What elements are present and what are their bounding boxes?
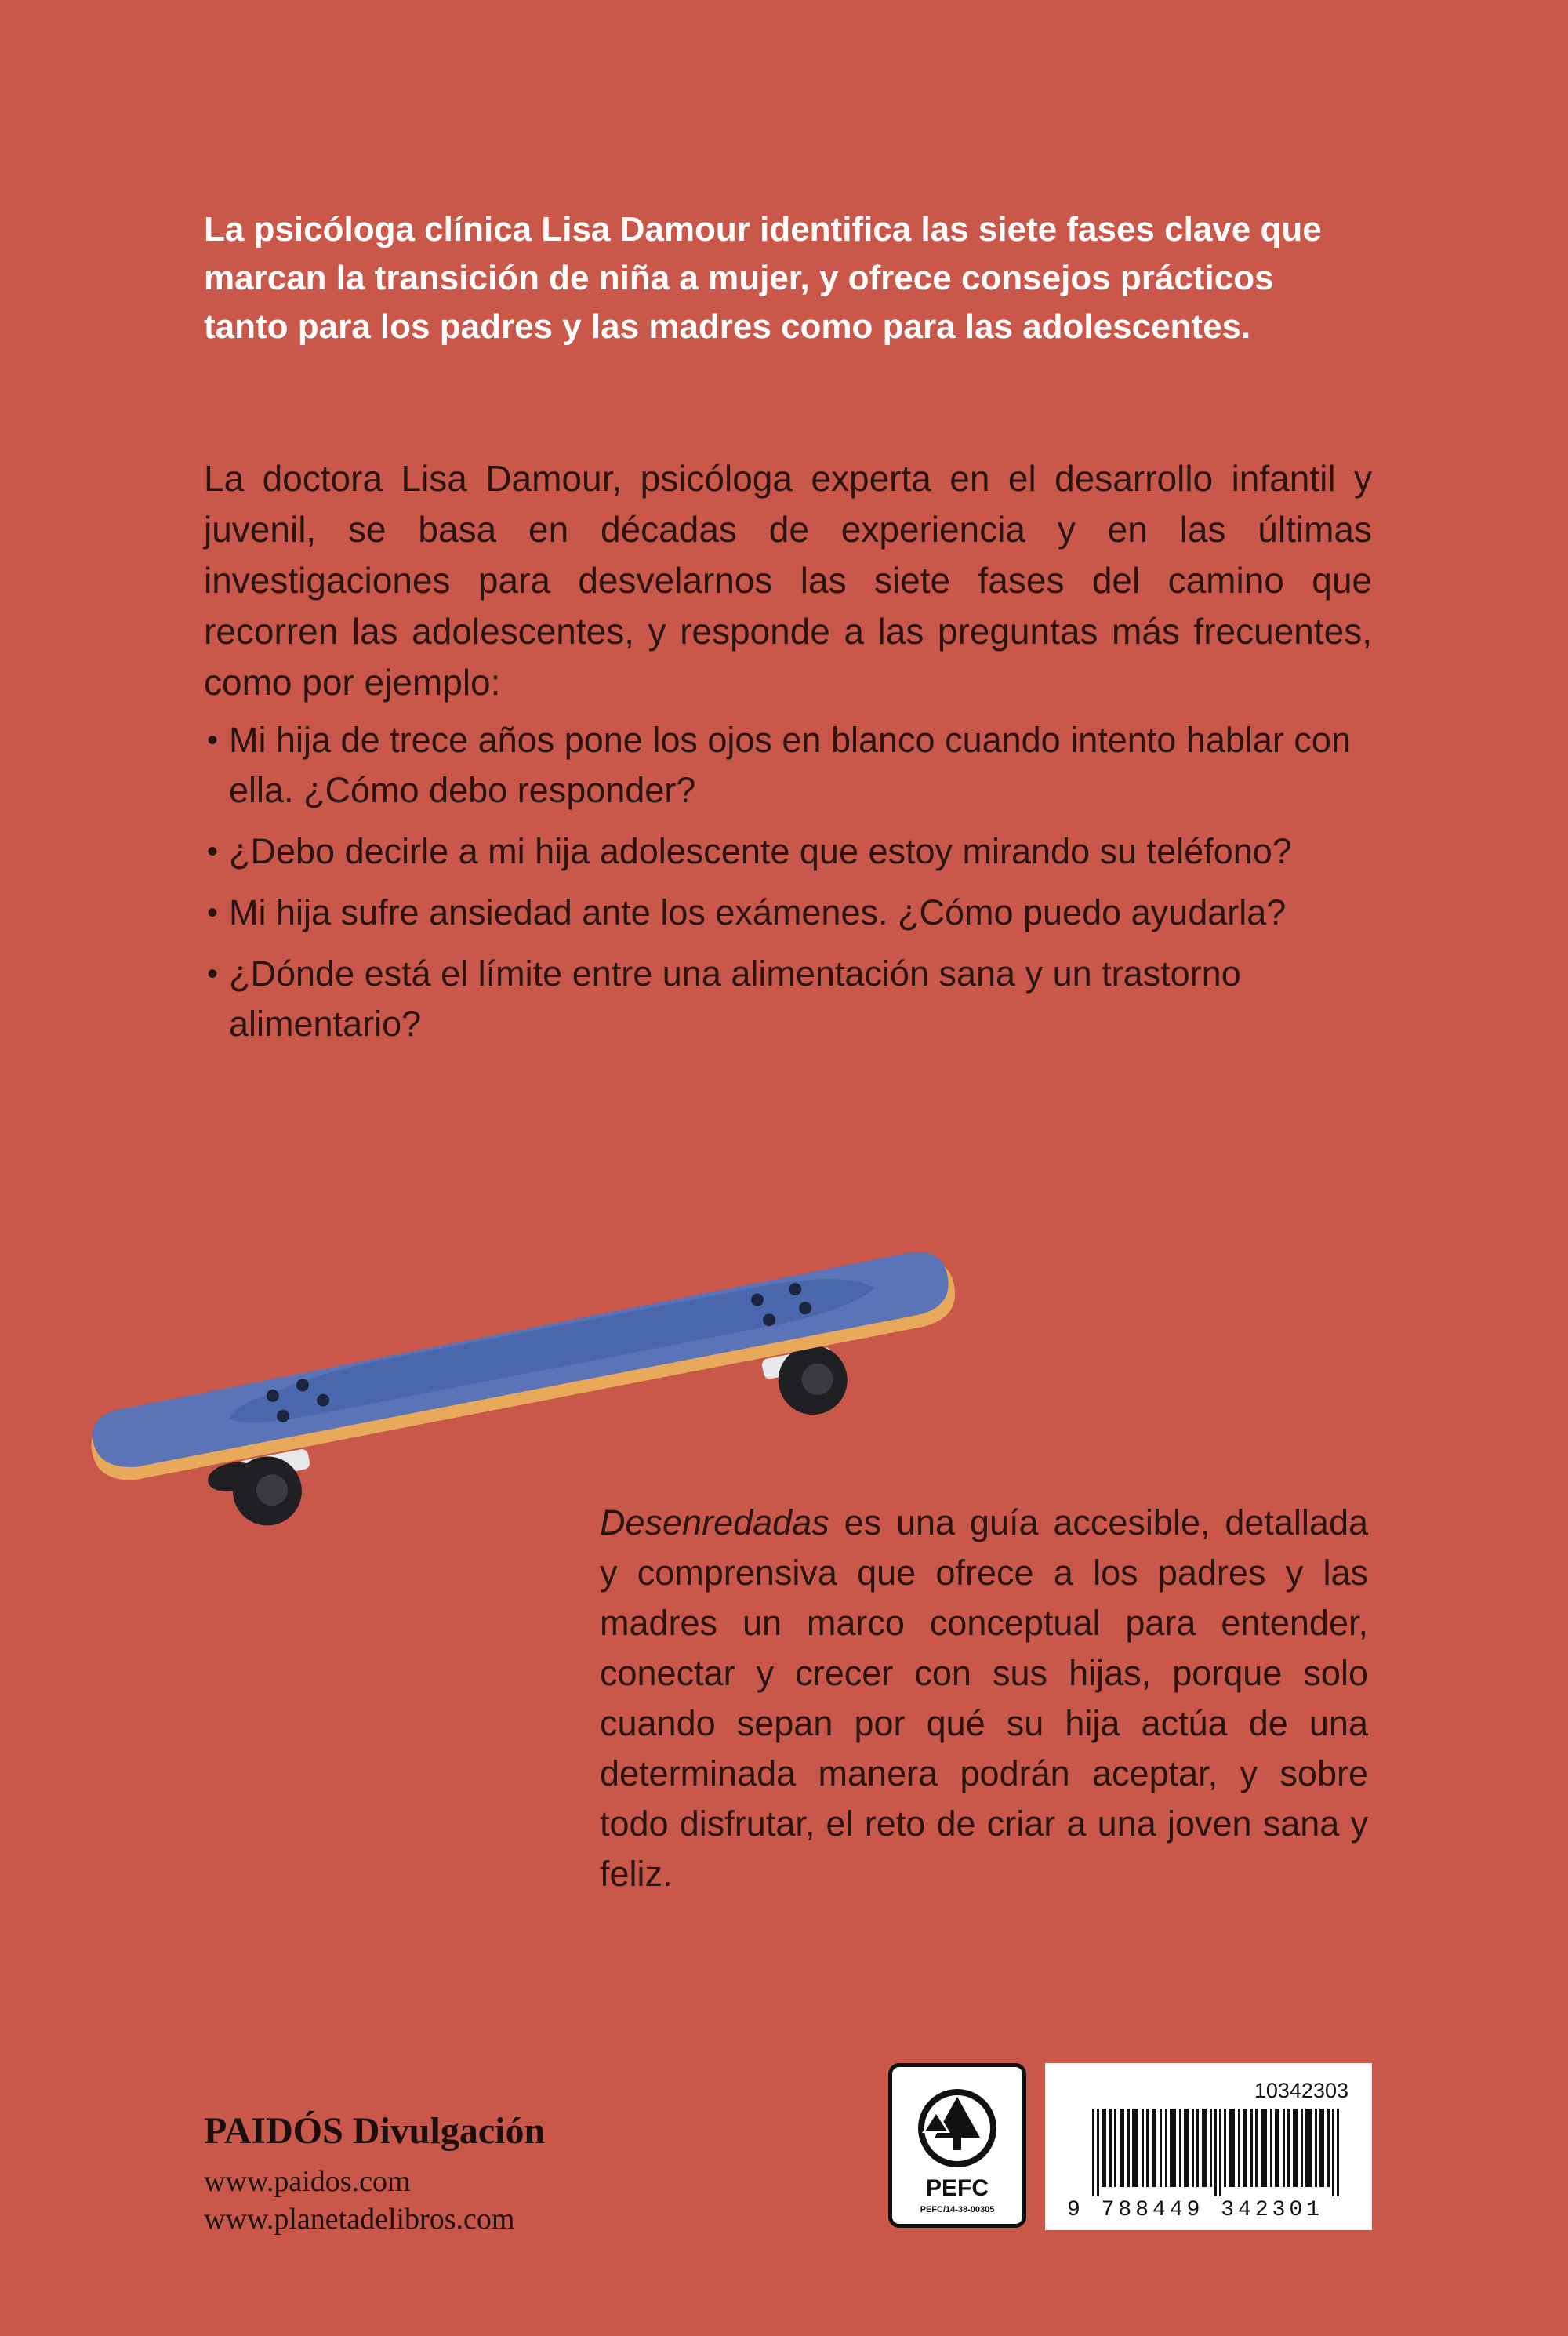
- list-item: [204, 949, 1380, 1049]
- pefc-label: PEFC: [925, 2175, 989, 2201]
- pefc-code: PEFC/14-38-00305: [920, 2205, 995, 2214]
- barcode-reference: 10342303: [1254, 2079, 1348, 2102]
- question-text: ¿Debo decirle a mi hija adolescente que estoy mirando su teléfono?: [229, 831, 1292, 871]
- intro-paragraph: La psicóloga clínica Lisa Damour identifica las siete fases clave que marcan la transición de niña a mujer, y ofrece consejos prácticos tanto para los padres y las madres como para las adolescentes.: [204, 210, 1322, 346]
- store-url[interactable]: www.planetadelibros.com: [204, 2203, 515, 2236]
- pefc-logo-icon: [909, 2083, 1005, 2169]
- isbn-barcode: [1045, 2063, 1372, 2230]
- question-text: Mi hija de trece años pone los ojos en blanco cuando intento hablar con ella. ¿Cómo debo responder?: [229, 720, 1351, 810]
- list-item: [204, 888, 1380, 938]
- list-item: [204, 827, 1380, 877]
- bullet-icon: •: [207, 723, 219, 757]
- barcode-digits: 9 788449 342301: [1067, 2198, 1324, 2222]
- pefc-certification-badge: [888, 2063, 1026, 2228]
- bullet-icon: •: [207, 957, 219, 991]
- publisher-name: PAIDÓS Divulgación: [204, 2110, 546, 2152]
- question-text: ¿Dónde está el límite entre una alimentación sana y un trastorno alimentario?: [229, 954, 1241, 1044]
- publisher-url[interactable]: www.paidos.com: [204, 2165, 411, 2198]
- closing-text: es una guía accesible, detallada y comprensiva que ofrece a los padres y las madres un marco conceptual para entender, conectar y crecer con sus hijas, porque solo cuando sepan por qué su hija actúa de una determinada manera podrán aceptar, y sobre todo disfrutar, el reto de criar a una joven sana y feliz.: [600, 1502, 1368, 1894]
- body-paragraph: La doctora Lisa Damour, psicóloga experta en el desarrollo infantil y juvenil, se basa en décadas de experiencia y en las últimas investigaciones para desvelarnos las siete fases del camino que recorren las adolescentes, y responde a las preguntas más frecuentes, como por ejemplo:: [204, 458, 1372, 703]
- barcode-bars: [1092, 2109, 1343, 2196]
- closing-paragraph: [600, 1498, 1368, 1899]
- list-item: [204, 715, 1380, 816]
- book-title: Desenredadas: [600, 1502, 829, 1542]
- questions-list: [204, 715, 1380, 1060]
- bullet-icon: •: [207, 834, 219, 869]
- question-text: Mi hija sufre ansiedad ante los exámenes. ¿Cómo puedo ayudarla?: [229, 892, 1287, 932]
- bullet-icon: •: [207, 896, 219, 930]
